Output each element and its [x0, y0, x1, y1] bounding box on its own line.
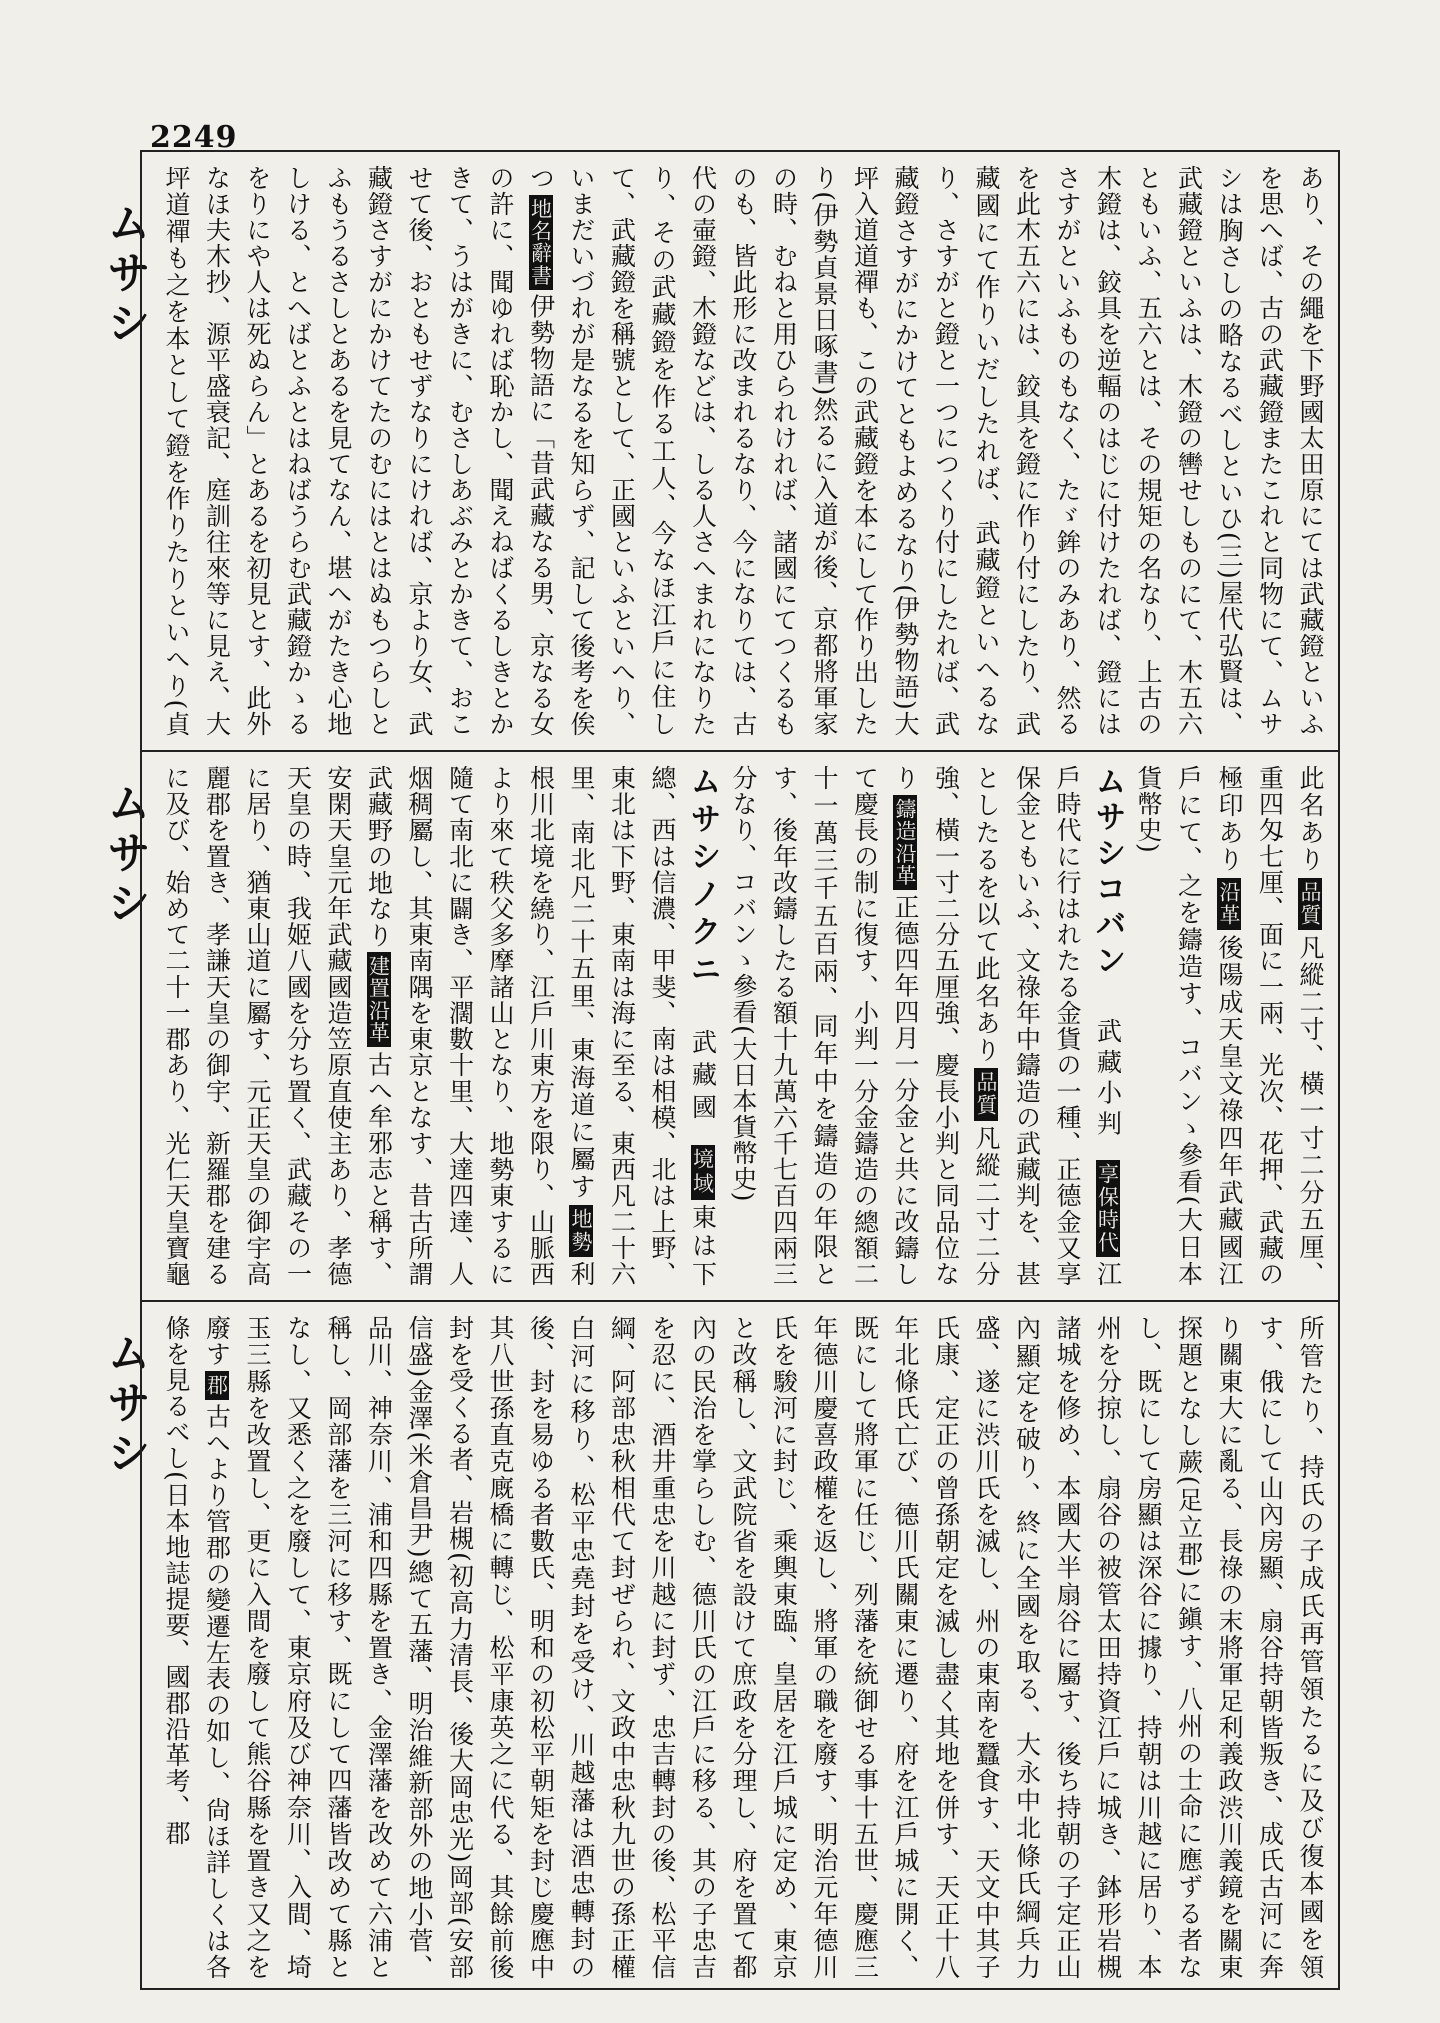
thumb-index-label: ムサシ	[99, 1330, 150, 1480]
body-text: 所管たり、持氏の子成氏再管領たるに及び復本國を領す、俄にして山內房顯、扇谷持朝皆叛き、成氏古河に奔り關東大に亂る、長祿の末將軍足利義政渋川義鏡を關東探題となし蕨(足立郡)に鎭す、八州の士命に應ずる者なし、既にして房顯は深谷に據り、持朝は川越に居り、本州を分掠し、扇谷の被管太田持資江戶に城き、鉢形岩槻諸城を修め、本國大半扇谷に屬す、後ち持朝の子定正山內顯定を破り、終に全國を取る、大永中北條氏綱兵力盛、遂に渋川氏を滅し、州の東南を蠶食す、天文中其子氏康、定正の曾孫朝定を滅し盡く其地を併す、天正十八年北條氏亡び、德川氏關東に遷り、府を江戶城に開く、既にして將軍に任じ、列藩を統御せる事十五世、慶應三年德川慶喜政權を返し、將軍の職を廢す、明治元年德川氏を駿河に封じ、乘輿東臨、皇居を江戶城に定め、東京と改稱し、文武院省を設けて庶政を分理し、府を置て都內の民治を掌らしむ、德川氏の江戶に移る、其の子忠吉を忍に、酒井重忠を川越に封ず、忠吉轉封の後、松平信綱、阿部忠秋相代て封ぜられ、文政中忠秋九世の孫正權白河に移り、松平忠堯封を受け、川越藩は酒忠轉封の後、封を易ゆる者數氏、明和の初松平朝矩を封じ慶應中其八世孫直克廐橋に轉じ、松平康英之に代る、其餘前後封を受くる者、岩槻(初高力清長、後大岡忠光)岡部(安部信盛)金澤(米倉昌尹)總て五藩、明治維新部外の地小菅、品川、神奈川、浦和四縣を置き、金澤藩を改めて六浦と稱し、岡部藩を三河に移す、既にして四藩皆改めて縣となし、又悉く之を廢して、東京府及び神奈川、入間、埼玉三縣を改置し、更に入間を廢して熊谷縣を置き又之を廢す	[202, 1315, 1325, 1980]
section-tag: 沿革	[1217, 878, 1241, 930]
text-block-bottom	[160, 1315, 1330, 1980]
section-tag: 品質	[974, 1068, 998, 1120]
body-text: あり、その繩を下野國太田原にては武藏鐙といふを思へば、古の武藏鐙またこれと同物にて、ムサシは胸さしの略なるべしといひ(三)屋代弘賢は、武藏鐙といふは、木鐙の轡せしものにて、木五六ともいふ、五六とは、その規矩の名なり、上古の木鐙は、鉸具を逆輻のはじに付けたれば、鐙にはさすがといふものもなく、たゞ鉾のみあり、然るを此木五六には、鉸具を鐙に作り付にしたり、武藏國にて作りいだしたれば、武藏鐙といへるなり、さすがと鐙と一つにつくり付にしたれば、武藏鐙さすがにかけてともよめるなり(伊勢物語)大坪入道道禪も、この武藏鐙を本にして作り出したり(伊勢貞景日啄書)然るに入道が後、京都將軍家の時、むねと用ひられければ、諸國にてつくるものも、皆此形に改まれるなり、今になりては、古代の壷鐙、木鐙などは、しる人さへまれになりたり、その武藏鐙を作る工人、今なほ江戶に住して、武藏鐙を稱號として、正國といふといへり、いまだいづれが是なるを知らず、記して後考を俟つ	[526, 165, 1325, 737]
section-tag: 境域	[691, 1145, 715, 1200]
body-text: 此名あり	[1296, 765, 1325, 874]
section-tag: 郡	[205, 1371, 229, 1399]
body-text: 古へ牟邪志と稱す、安閑天皇元年武藏國造笠原直使主あり、孝德天皇の時、我姬八國を分ち置く、武藏その一に居り、猶東山道に屬す、元正天皇の御宇高麗郡を置き、孝謙天皇の御宇、新羅郡を建るに及び、始めて二十一郡あり、光仁天皇寶龜	[162, 765, 394, 1287]
section-tag: 品質	[1298, 878, 1322, 930]
section-tag: 地名辭書	[529, 195, 553, 289]
entry-gloss: 武藏小判	[1093, 1018, 1123, 1142]
body-text: 利根川北境を繞り、江戶川東方を限り、山脈西より來て秩父多摩諸山となり、地勢東するに隨て南北に闢き、平濶數十里、大達四達、人烟稠屬し、其東南隅を東京となす、昔古所謂武藏野の地なり	[364, 765, 596, 1287]
entry-heading: ムサシコバン	[1089, 765, 1126, 981]
body-text: 東は下總、西は信濃、甲斐、南は相模、北は上野、東北は下野、東南は海に至る、東西凡二十六里、南北凡二十五里、東海道に屬す	[567, 765, 718, 1287]
page-number: 2249	[150, 120, 238, 155]
section-divider	[140, 750, 1340, 752]
thumb-index-label: ムサシ	[99, 780, 150, 930]
text-block-top	[160, 165, 1330, 737]
body-text: 凡縱二寸二分強、橫一寸二分五厘強、慶長小判と同品位なり	[891, 765, 1001, 1287]
entry-heading: ムサシノクニ	[684, 765, 721, 991]
section-tag: 鑄造沿革	[893, 795, 917, 890]
body-text: 伊勢物語に「昔武藏なる男、京なる女の許に、聞ゆれば恥かし、聞えねばくるしきとかきて、うはがきに、むさしあぶみとかきて、おこせて後、おともせずなりにければ、京より女、武藏鐙さすがにかけてたのむにはとはぬもつらしとふもうるさしとあるを見てなん、堪へがたき心地しける、とへばとふとはねばうらむ武藏鐙かゝるをりにや人は死ぬらん」とあるを初見とす、此外なほ夫木抄、源平盛衰記、庭訓往來等に見え、大坪道禪も之を本として鐙を作りたりといへり(貞	[162, 165, 556, 737]
body-text: 凡縱二寸、橫一寸二分五厘、重四匁七厘、面に一兩、光次、花押、武藏の極印あり	[1215, 765, 1325, 1287]
body-text: 古へより管郡の變遷左表の如し、尙ほ詳しくは各條を見るべし(日本地誌提要、國郡沿革考、郡	[162, 1315, 232, 1980]
section-tag: 地勢	[569, 1205, 593, 1257]
body-text: 正德四年四月一分金と共に改鑄して慶長の制に復す、小判一分金鑄造の總額二十一萬三千五百兩、同年中を鑄造の年限とす、後年改鑄したる額十九萬六千七百四兩三分なり、コバンゝ參看(大日本貨幣史)	[729, 765, 920, 1287]
body-text: 江戶時代に行はれたる金貨の一種、正德金又享保金ともいふ、文祿年中鑄造の武藏判を、甚としたるを以て此名あり	[972, 765, 1123, 1287]
thumb-index-label: ムサシ	[99, 200, 150, 350]
section-tag: 享保時代	[1096, 1160, 1120, 1257]
body-text: 後陽成天皇文祿四年武藏國江戶にて、之を鑄造す、コバンゝ參看(大日本貨幣史)	[1134, 765, 1244, 1287]
section-tag: 建置沿革	[367, 952, 391, 1047]
section-divider	[140, 1300, 1340, 1302]
text-block-middle	[160, 765, 1330, 1287]
entry-gloss: 武藏國	[688, 1028, 718, 1127]
